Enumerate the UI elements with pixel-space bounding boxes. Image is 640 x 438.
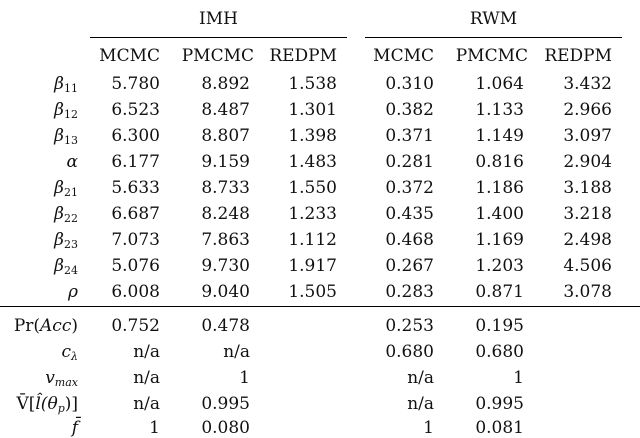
row-label-symbol: α [66, 152, 78, 172]
table-cell: 7.073 [111, 230, 160, 250]
row-label-symbol: ρ [68, 282, 78, 302]
label-prefix: Pr( [13, 316, 41, 336]
row-label [18, 282, 78, 302]
row-label-symbol: β [54, 230, 64, 250]
table-cell: 1.550 [288, 178, 337, 198]
table-cell: 0.281 [385, 152, 434, 172]
table-cell: 7.863 [201, 230, 250, 250]
label-suffix: )] [64, 394, 78, 414]
table-cell: 1.112 [288, 230, 337, 250]
table-cell: 0.752 [111, 316, 160, 336]
group-header-imh: IMH [199, 9, 238, 29]
table-cell: 5.780 [111, 74, 160, 94]
table-cell: 1.233 [288, 204, 337, 224]
table-cell: 3.188 [563, 178, 612, 198]
row-label-symbol: β [54, 74, 64, 94]
row-label-subscript: 21 [64, 186, 78, 199]
row-label [18, 178, 78, 198]
row-label-symbol: β [54, 256, 64, 276]
table-cell: 6.300 [111, 126, 160, 146]
table-cell: 0.371 [385, 126, 434, 146]
column-header: PMCMC [455, 46, 528, 66]
table-cell: 1.538 [288, 74, 337, 94]
table-cell: 0.468 [385, 230, 434, 250]
column-header: MCMC [99, 46, 160, 66]
table-cell: 1 [513, 368, 524, 388]
label-subscript: max [54, 376, 78, 389]
summary-row-label [0, 316, 78, 336]
row-label-subscript: 22 [64, 212, 78, 225]
table-cell: 9.040 [201, 282, 250, 302]
table-cell: 2.498 [563, 230, 612, 250]
table-cell: 1 [149, 418, 160, 438]
table-cell: 3.078 [563, 282, 612, 302]
group-header-rwm: RWM [469, 9, 518, 29]
row-label [18, 204, 78, 224]
table-cell: 1.186 [475, 178, 524, 198]
summary-row-label [0, 418, 78, 438]
label-subscript: λ [71, 350, 78, 363]
row-label-subscript: 13 [64, 134, 78, 147]
table-cell: 0.310 [385, 74, 434, 94]
table-cell: 3.432 [563, 74, 612, 94]
label-subscript: p [57, 402, 65, 415]
table-cell: 1 [239, 368, 250, 388]
row-label [18, 126, 78, 146]
table-cell: 1.483 [288, 152, 337, 172]
table-cell: 8.248 [201, 204, 250, 224]
table-cell: 8.892 [201, 74, 250, 94]
table-cell: 1.133 [475, 100, 524, 120]
table-cell: 0.081 [475, 418, 524, 438]
table-cell: 0.253 [385, 316, 434, 336]
rule-midsection [0, 306, 640, 307]
table-cell: 1.400 [475, 204, 524, 224]
table-cell: 0.435 [385, 204, 434, 224]
table-cell: 0.372 [385, 178, 434, 198]
table-cell: 0.382 [385, 100, 434, 120]
label-prefix: V̄[ [16, 394, 36, 414]
table-cell: 6.177 [111, 152, 160, 172]
table-cell: 0.995 [475, 394, 524, 414]
label-symbol: v [45, 368, 55, 388]
table-cell: 0.680 [475, 342, 524, 362]
row-label-subscript: 11 [64, 82, 78, 95]
table-cell: 1.301 [288, 100, 337, 120]
row-label [18, 74, 78, 94]
table-cell: n/a [407, 394, 434, 414]
table-cell: 0.816 [475, 152, 524, 172]
row-label-subscript: 24 [64, 264, 78, 277]
table-cell: 6.687 [111, 204, 160, 224]
label-symbol: Acc [40, 316, 72, 336]
table-cell: n/a [407, 368, 434, 388]
table-cell: 9.159 [201, 152, 250, 172]
table-cell: 6.008 [111, 282, 160, 302]
table-cell: 3.097 [563, 126, 612, 146]
row-label-symbol: β [54, 204, 64, 224]
table-cell: 8.487 [201, 100, 250, 120]
row-label-symbol: β [54, 178, 64, 198]
table-cell: 1.169 [475, 230, 524, 250]
table-cell: 0.267 [385, 256, 434, 276]
table-cell: 1.917 [288, 256, 337, 276]
table-cell: 0.478 [201, 316, 250, 336]
table-cell: n/a [133, 342, 160, 362]
label-symbol: c [61, 342, 72, 362]
row-label [18, 152, 78, 172]
table-cell: 0.680 [385, 342, 434, 362]
label-symbol: l̂(θ [35, 394, 58, 414]
table-cell: 1.064 [475, 74, 524, 94]
row-label [18, 256, 78, 276]
table-cell: 8.807 [201, 126, 250, 146]
row-label-symbol: β [54, 100, 64, 120]
column-header: PMCMC [181, 46, 254, 66]
rule-imh-group [90, 37, 347, 38]
column-header: REDPM [544, 46, 612, 66]
table-cell: 1.149 [475, 126, 524, 146]
table-cell: 0.283 [385, 282, 434, 302]
table-cell: 2.904 [563, 152, 612, 172]
table-cell: 2.966 [563, 100, 612, 120]
table-cell: 0.871 [475, 282, 524, 302]
table-cell: 1 [423, 418, 434, 438]
rule-rwm-group [365, 37, 622, 38]
row-label [18, 230, 78, 250]
table-cell: 1.505 [288, 282, 337, 302]
table-cell: n/a [223, 342, 250, 362]
table-cell: 6.523 [111, 100, 160, 120]
table-cell: n/a [133, 394, 160, 414]
row-label-subscript: 23 [64, 238, 78, 251]
row-label-subscript: 12 [64, 108, 78, 121]
row-label-symbol: β [54, 126, 64, 146]
table-cell: n/a [133, 368, 160, 388]
table-cell: 1.203 [475, 256, 524, 276]
table-cell: 8.733 [201, 178, 250, 198]
summary-row-label [0, 368, 78, 388]
label-symbol: f̄ [71, 418, 78, 438]
table-cell: 0.080 [201, 418, 250, 438]
table-cell: 5.076 [111, 256, 160, 276]
summary-row-label [0, 342, 78, 362]
column-header: REDPM [269, 46, 337, 66]
table-cell: 0.195 [475, 316, 524, 336]
label-suffix: ) [71, 316, 78, 336]
table-cell: 4.506 [563, 256, 612, 276]
table-cell: 1.398 [288, 126, 337, 146]
table-cell: 3.218 [563, 204, 612, 224]
row-label [18, 100, 78, 120]
column-header: MCMC [373, 46, 434, 66]
table-cell: 0.995 [201, 394, 250, 414]
table-cell: 9.730 [201, 256, 250, 276]
summary-row-label [0, 394, 78, 414]
table-cell: 5.633 [111, 178, 160, 198]
